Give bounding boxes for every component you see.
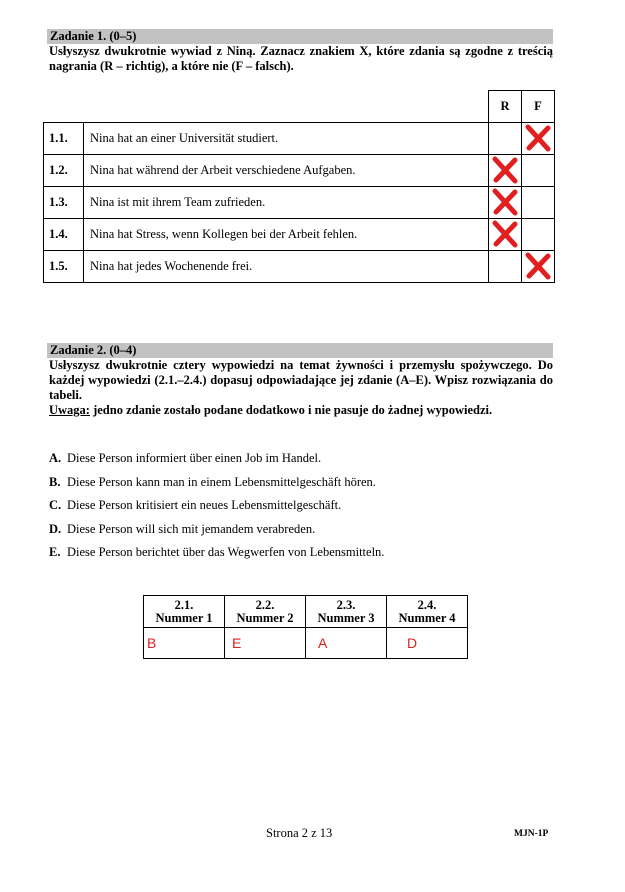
- list-item: [49, 496, 384, 520]
- answer-cell[interactable]: [306, 628, 387, 659]
- answer-cell[interactable]: [225, 628, 306, 659]
- task2-note: [49, 403, 553, 418]
- col-r-header: R: [489, 91, 522, 123]
- option-text: Diese Person kann man in einem Lebensmittelgeschäft hören.: [67, 474, 376, 489]
- list-item: [49, 473, 384, 497]
- checkbox-f[interactable]: [522, 187, 555, 219]
- row-statement: Nina hat während der Arbeit verschiedene Aufgaben.: [84, 155, 489, 187]
- table-row: [44, 155, 555, 187]
- task2-instruction: [49, 358, 553, 418]
- option-text: Diese Person will sich mit jemandem verabreden.: [67, 521, 316, 536]
- answer-column-header: [225, 596, 306, 628]
- option-text: Diese Person informiert über einen Job im Handel.: [67, 451, 322, 465]
- answer-cell[interactable]: [144, 628, 225, 659]
- column-label: Nummer 4: [398, 610, 456, 625]
- options-list: [49, 449, 384, 567]
- row-statement: Nina hat an einer Universität studiert.: [84, 123, 489, 155]
- option-letter: A.: [49, 451, 62, 465]
- option-letter: C.: [49, 498, 62, 512]
- x-mark-icon: [524, 252, 552, 280]
- answer-column-header: [387, 596, 468, 628]
- row-statement: Nina hat Stress, wenn Kollegen bei der Arbeit fehlen.: [84, 219, 489, 251]
- table-row: [44, 251, 555, 283]
- list-item: [49, 449, 384, 473]
- row-number: 1.5.: [44, 251, 84, 283]
- note-text: jedno zdanie zostało podane dodatkowo i nie pasuje do żadnej wypowiedzi.: [89, 403, 493, 417]
- col-f-header: F: [522, 91, 555, 123]
- answer-column-header: [306, 596, 387, 628]
- checkbox-f[interactable]: [522, 155, 555, 187]
- checkbox-r[interactable]: [489, 251, 522, 283]
- row-number: 1.2.: [44, 155, 84, 187]
- row-number: 1.3.: [44, 187, 84, 219]
- answer-value: B: [147, 635, 157, 651]
- task1-instruction: Usłyszysz dwukrotnie wywiad z Niną. Zaznacz znakiem X, które zdania są zgodne z treścią nagrania (R – richtig), a które nie (F – falsch).: [49, 44, 553, 73]
- column-label: Nummer 2: [236, 610, 294, 625]
- x-mark-icon: [491, 220, 519, 248]
- answer-cell[interactable]: [387, 628, 468, 659]
- answer-value: A: [318, 635, 328, 651]
- column-number: 2.2.: [255, 597, 275, 612]
- exam-code: MJN-1P: [514, 829, 549, 839]
- column-number: 2.3.: [336, 597, 356, 612]
- checkbox-f[interactable]: [522, 219, 555, 251]
- task1-header-row: [44, 91, 555, 123]
- list-item: [49, 543, 384, 567]
- checkbox-f[interactable]: [522, 251, 555, 283]
- option-letter: B.: [49, 474, 61, 489]
- page-number: Strona 2 z 13: [266, 826, 333, 840]
- x-mark-icon: [524, 124, 552, 152]
- x-mark-icon: [491, 188, 519, 216]
- option-text: Diese Person berichtet über das Wegwerfen von Lebensmitteln.: [67, 545, 385, 559]
- task1-title: Zadanie 1. (0–5): [47, 29, 553, 44]
- answer-value: D: [407, 635, 418, 651]
- table-row: [44, 123, 555, 155]
- checkbox-r[interactable]: [489, 187, 522, 219]
- option-letter: E.: [49, 545, 61, 559]
- column-number: 2.4.: [417, 597, 437, 612]
- option-letter: D.: [49, 521, 62, 536]
- column-number: 2.1.: [174, 597, 194, 612]
- table-row: [44, 219, 555, 251]
- note-label: Uwaga:: [49, 403, 90, 417]
- task1-table: [43, 90, 555, 283]
- x-mark-icon: [491, 156, 519, 184]
- answer-value: E: [232, 635, 242, 651]
- row-number: 1.4.: [44, 219, 84, 251]
- checkbox-f[interactable]: [522, 123, 555, 155]
- task2-instruction-text: Usłyszysz dwukrotnie cztery wypowiedzi na temat żywności i przemysłu spożywczego. Do każdej wypowiedzi (2.1.–2.4.) dopasuj odpowiadające jej zdanie (A–E). Wpisz rozwiązania do tabeli.: [49, 358, 553, 402]
- checkbox-r[interactable]: [489, 219, 522, 251]
- task2-title: Zadanie 2. (0–4): [47, 343, 553, 358]
- checkbox-r[interactable]: [489, 155, 522, 187]
- list-item: [49, 520, 384, 544]
- checkbox-r[interactable]: [489, 123, 522, 155]
- column-label: Nummer 1: [155, 610, 213, 625]
- row-number: 1.1.: [44, 123, 84, 155]
- row-statement: Nina ist mit ihrem Team zufrieden.: [84, 187, 489, 219]
- table-row: [44, 187, 555, 219]
- column-label: Nummer 3: [317, 610, 375, 625]
- answer-column-header: [144, 596, 225, 628]
- row-statement: Nina hat jedes Wochenende frei.: [84, 251, 489, 283]
- option-text: Diese Person kritisiert ein neues Lebensmittelgeschäft.: [67, 498, 342, 512]
- task2-answer-table: [143, 595, 468, 659]
